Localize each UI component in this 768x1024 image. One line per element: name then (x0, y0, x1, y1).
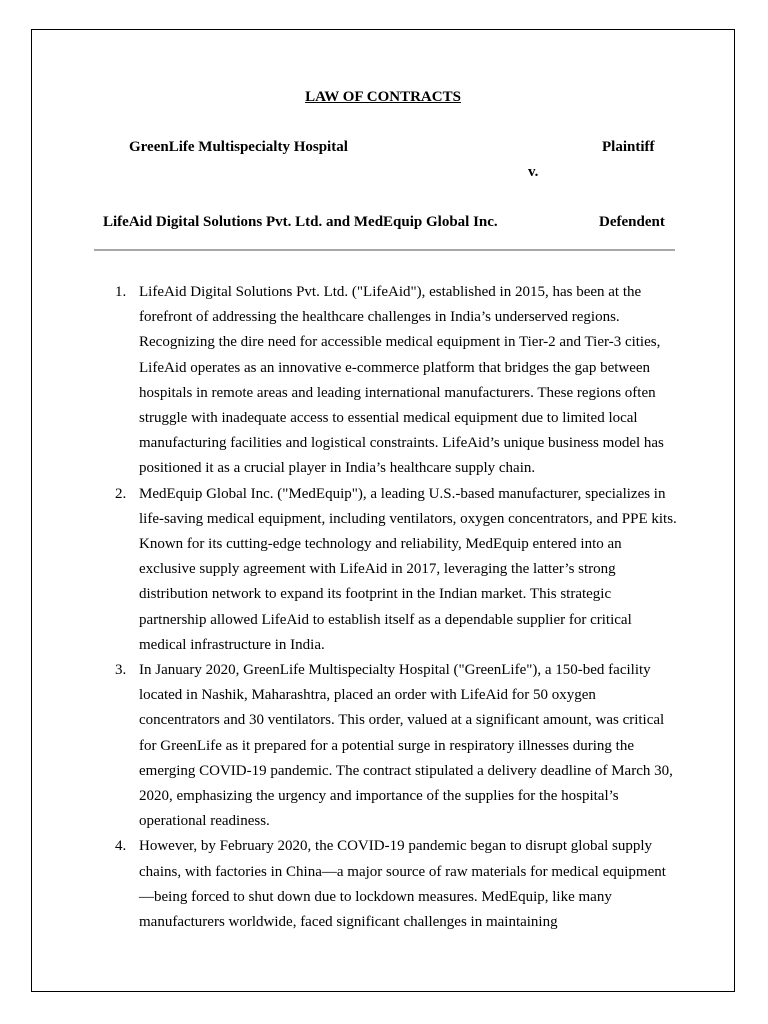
fact-text: MedEquip Global Inc. ("MedEquip"), a leading U.S.-based manufacturer, specializes in life-saving medical equipment, including ventilators, oxygen concentrators, and PPE kits. Known for its cutting-edge technology and reliability, MedEquip entered into an exclusive supply agreement with LifeAid in 2017, leveraging the latter’s strong distribution network to expand its footprint in the Indian market. This strategic partnership allowed LifeAid to establish itself as a dependable supplier for critical medical infrastructure in India. (139, 485, 677, 653)
defendant-name: LifeAid Digital Solutions Pvt. Ltd. and MedEquip Global Inc. (103, 214, 498, 230)
fact-number: 1. (115, 284, 127, 300)
fact-number: 4. (115, 838, 127, 855)
versus-label: v. (528, 164, 539, 180)
fact-number: 3. (115, 662, 127, 679)
fact-item-1 (115, 280, 679, 482)
plaintiff-role: Plaintiff (602, 139, 655, 155)
fact-item-3 (115, 658, 679, 834)
fact-text: LifeAid Digital Solutions Pvt. Ltd. ("LifeAid"), established in 2015, has been at the forefront of addressing the healthcare challenges in India’s underserved regions. Recognizing the dire need for accessible medical equipment in Tier-2 and Tier-3 cities, LifeAid operates as an innovative e-commerce platform that bridges the gap between hospitals in remote areas and leading international manufacturers. These regions often struggle with inadequate access to essential medical equipment due to limited local manufacturing facilities and logistical constraints. LifeAid’s unique business model has positioned it as a crucial player in India’s healthcare supply chain. (139, 284, 664, 477)
fact-number: 2. (115, 485, 127, 502)
header-divider (94, 249, 675, 251)
defendant-role: Defendent (599, 214, 665, 230)
document-title: LAW OF CONTRACTS (305, 89, 461, 105)
document-page (31, 29, 735, 992)
fact-text: In January 2020, GreenLife Multispecialty Hospital ("GreenLife"), a 150-bed facility located in Nashik, Maharashtra, placed an order with LifeAid for 50 oxygen concentrators and 30 ventilators. This order, valued at a significant amount, was critical for GreenLife as it prepared for a potential surge in respiratory illnesses during the emerging COVID-19 pandemic. The contract stipulated a delivery deadline of March 30, 2020, emphasizing the urgency and importance of the supplies for the hospital’s operational readiness. (139, 662, 673, 830)
fact-item-2 (115, 482, 679, 658)
fact-text: However, by February 2020, the COVID-19 pandemic began to disrupt global supply chains, with factories in China—a major source of raw materials for medical equipment—being forced to shut down due to lockdown measures. MedEquip, like many manufacturers worldwide, faced significant challenges in maintaining (139, 838, 666, 931)
fact-item-4 (115, 834, 679, 935)
plaintiff-name: GreenLife Multispecialty Hospital (129, 139, 348, 155)
facts-list (115, 280, 679, 935)
